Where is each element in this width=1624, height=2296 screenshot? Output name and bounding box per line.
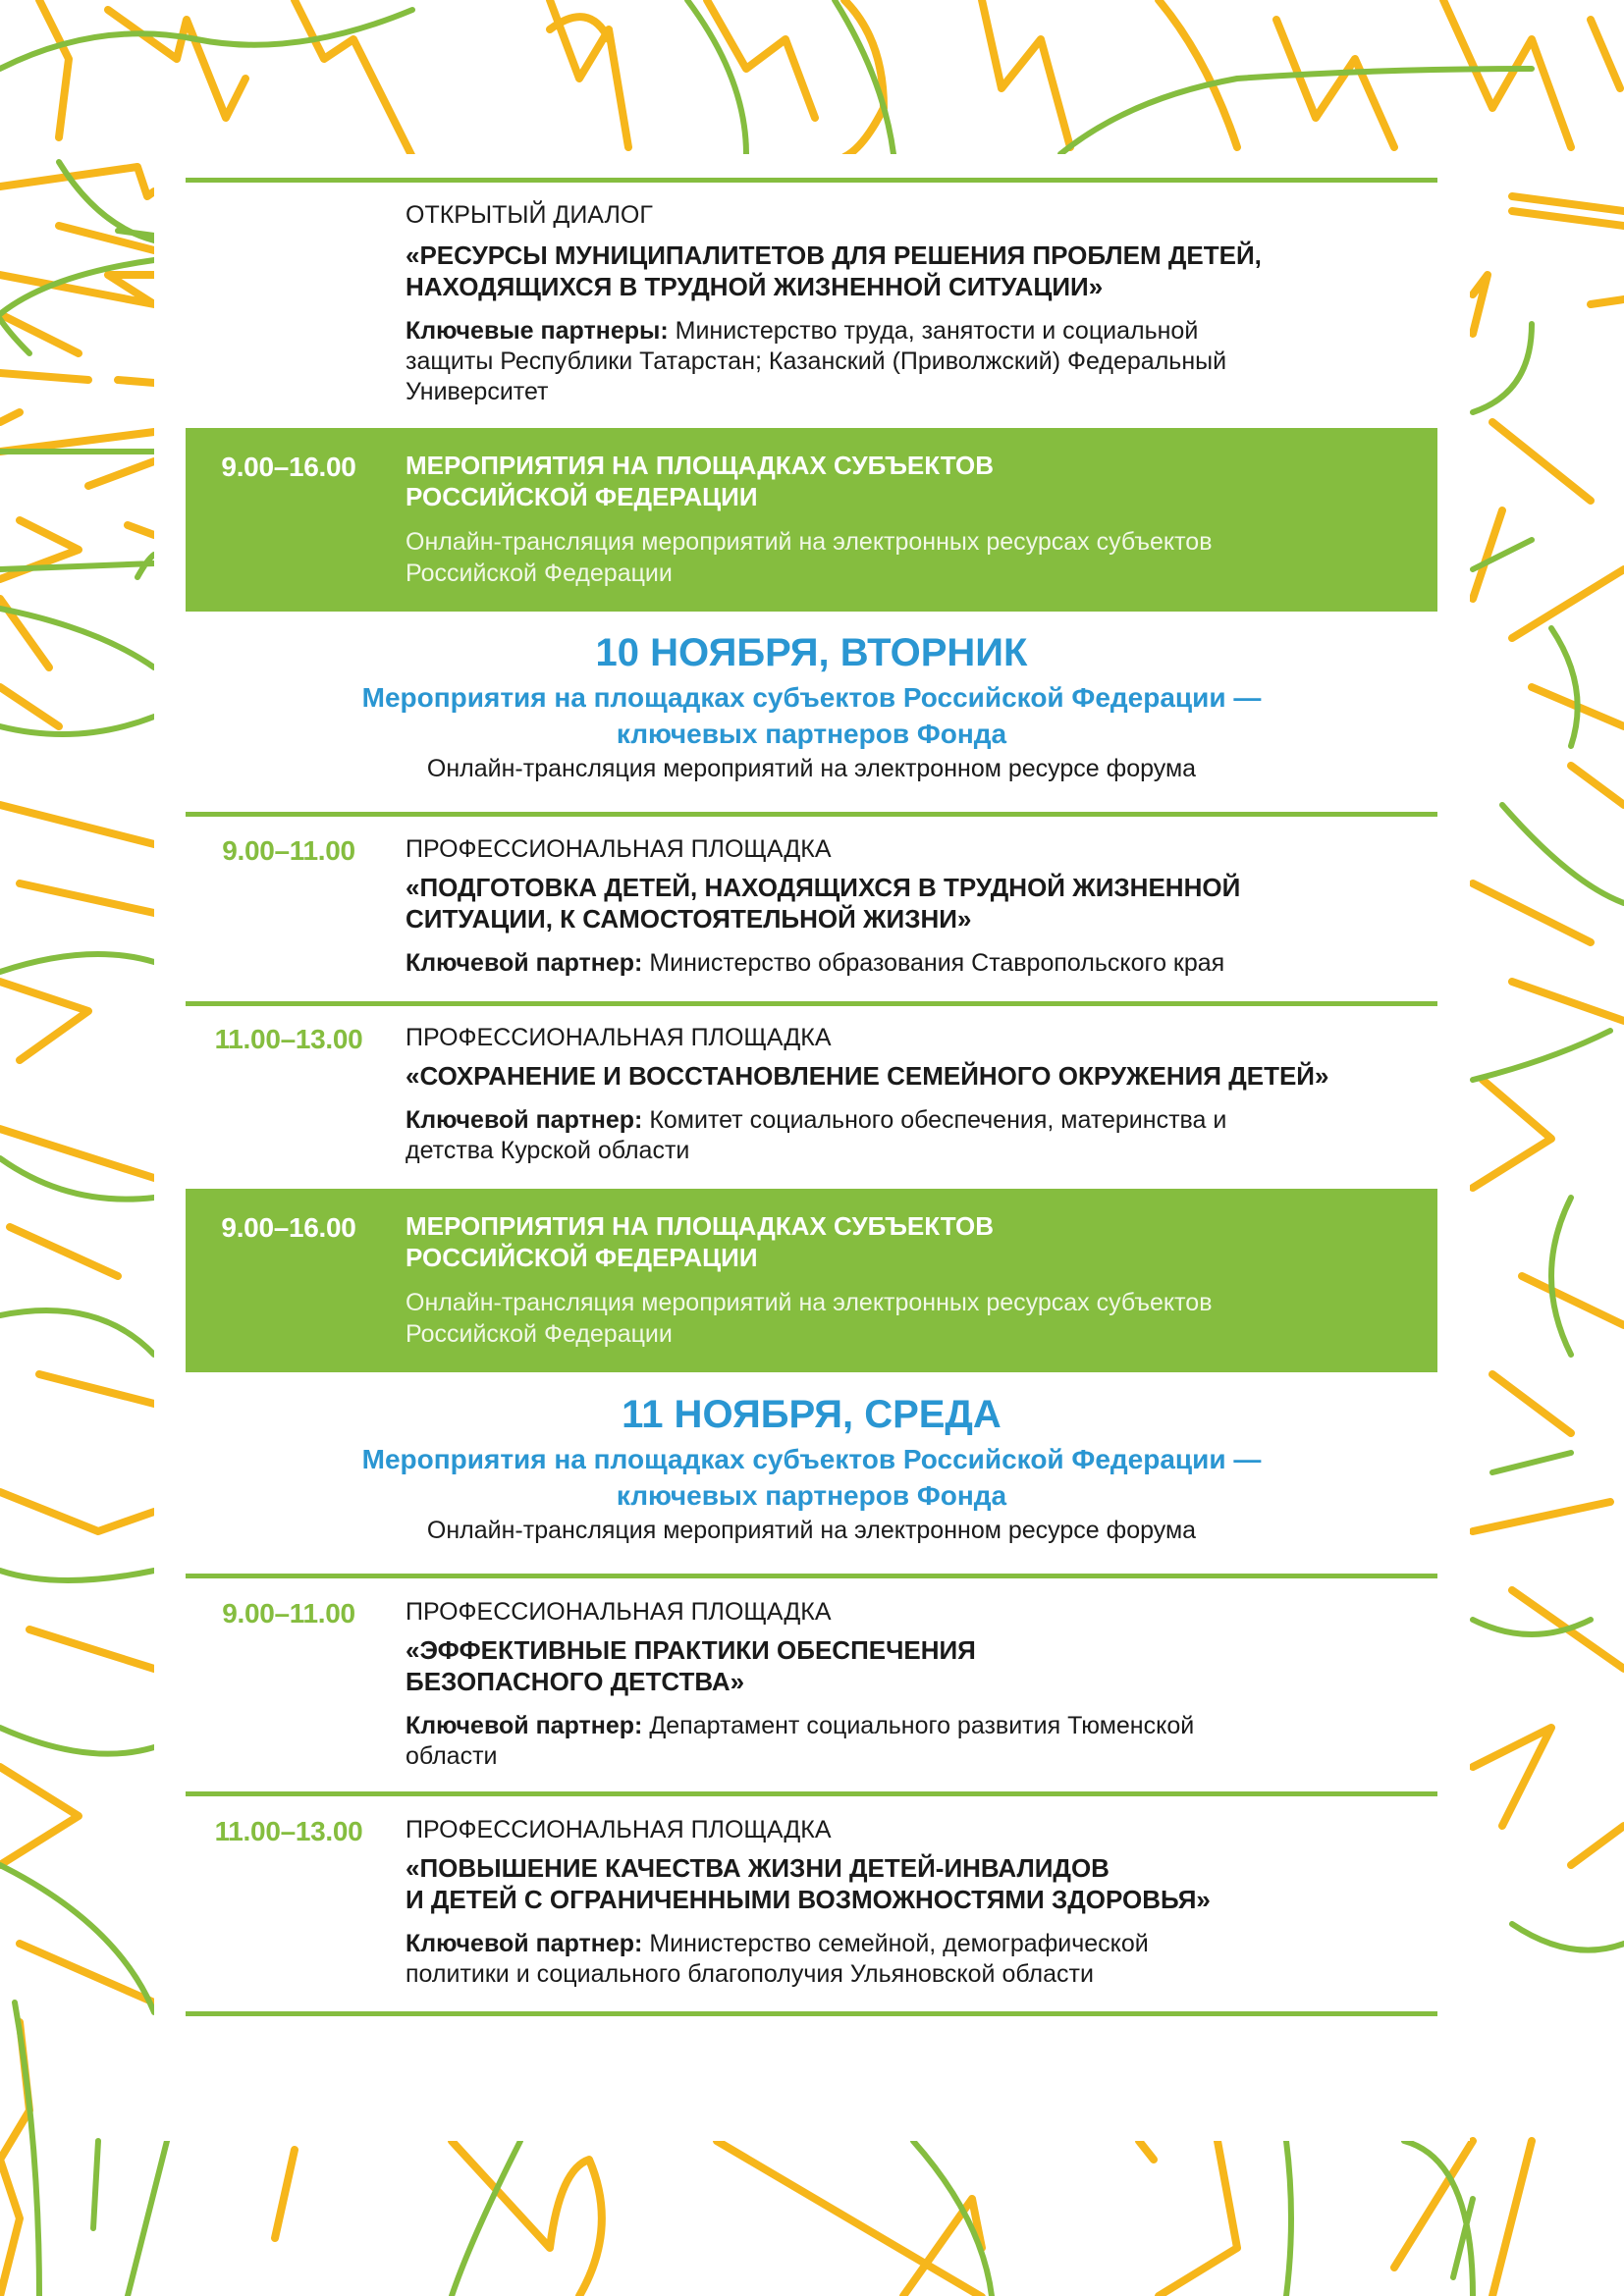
- partner-text: Департамент социального развития Тюменской: [642, 1712, 1195, 1739]
- day-subtitle-line: Мероприятия на площадках субъектов Российской Федерации —: [361, 682, 1262, 713]
- session-title-line: СИТУАЦИИ, К САМОСТОЯТЕЛЬНОЙ ЖИЗНИ»: [406, 904, 972, 934]
- session-title: [406, 240, 1427, 302]
- partner-label: Ключевой партнер:: [406, 949, 643, 977]
- session-title-line: РОССИЙСКОЙ ФЕДЕРАЦИИ: [406, 482, 758, 511]
- session-title-line: МЕРОПРИЯТИЯ НА ПЛОЩАДКАХ СУБЪЕКТОВ: [406, 1211, 995, 1241]
- partner-line: [406, 1105, 1427, 1136]
- session-partners: [406, 316, 1427, 407]
- day-header-11: [186, 1392, 1437, 1546]
- session-title: [406, 1634, 1427, 1697]
- partner-line: [406, 316, 1427, 347]
- divider: [186, 2011, 1437, 2016]
- session-time: 9.00–16.00: [221, 452, 356, 482]
- partner-line: области: [406, 1742, 498, 1770]
- session-title-line: «ПОВЫШЕНИЕ КАЧЕСТВА ЖИЗНИ ДЕТЕЙ-ИНВАЛИДОВ: [406, 1853, 1110, 1883]
- description-line: Онлайн-трансляция мероприятий на электронных ресурсах субъектов: [406, 528, 1213, 556]
- day-subtitle-line: ключевых партнеров Фонда: [616, 719, 1007, 749]
- session-description: [406, 526, 1427, 589]
- partner-line: защиты Республики Татарстан; Казанский (Приволжский) Федеральный: [406, 347, 1227, 375]
- session-kind: ПРОФЕССИОНАЛЬНАЯ ПЛОЩАДКА: [406, 835, 832, 863]
- description-line: Российской Федерации: [406, 1320, 673, 1348]
- day-title: 11 НОЯБРЯ, СРЕДА: [622, 1393, 1001, 1436]
- description-line: Онлайн-трансляция мероприятий на электронных ресурсах субъектов: [406, 1289, 1213, 1316]
- partner-line: [406, 1929, 1427, 1959]
- session-kind: ОТКРЫТЫЙ ДИАЛОГ: [406, 201, 653, 229]
- regional-events-block: [186, 1189, 1437, 1372]
- session-title-line: БЕЗОПАСНОГО ДЕТСТВА»: [406, 1667, 745, 1696]
- session-title-line: РОССИЙСКОЙ ФЕДЕРАЦИИ: [406, 1243, 758, 1272]
- day-header-10: [186, 630, 1437, 784]
- day-subtitle-line: Мероприятия на площадках субъектов Российской Федерации —: [361, 1444, 1262, 1474]
- session: [406, 834, 1427, 979]
- description-line: Российской Федерации: [406, 560, 673, 587]
- day-subtitle: [186, 1441, 1437, 1514]
- partner-text: Министерство образования Ставропольского края: [642, 949, 1225, 977]
- intro-session: [406, 200, 1427, 407]
- divider: [186, 178, 1437, 183]
- divider: [186, 1574, 1437, 1578]
- session-time: 11.00–13.00: [214, 1024, 363, 1054]
- session-kind: ПРОФЕССИОНАЛЬНАЯ ПЛОЩАДКА: [406, 1024, 832, 1051]
- divider: [186, 1001, 1437, 1006]
- divider: [186, 812, 1437, 817]
- session: [406, 1815, 1427, 1990]
- session-partners: [406, 1929, 1427, 1990]
- session-title-line: «РЕСУРСЫ МУНИЦИПАЛИТЕТОВ ДЛЯ РЕШЕНИЯ ПРОБЛЕМ ДЕТЕЙ,: [406, 240, 1262, 270]
- partner-line: детства Курской области: [406, 1137, 690, 1164]
- partner-line: [406, 948, 1427, 979]
- partner-label: Ключевой партнер:: [406, 1106, 643, 1134]
- session-title: [406, 872, 1427, 934]
- day-online-note: Онлайн-трансляция мероприятий на электронном ресурсе форума: [426, 755, 1197, 782]
- session: [406, 1597, 1427, 1772]
- session-kind: ПРОФЕССИОНАЛЬНАЯ ПЛОЩАДКА: [406, 1598, 832, 1626]
- regional-events-text: [406, 1210, 1427, 1350]
- session-title: [406, 450, 1427, 512]
- session-time: 9.00–11.00: [222, 835, 355, 866]
- partner-label: Ключевые партнеры:: [406, 317, 669, 345]
- day-online-note: Онлайн-трансляция мероприятий на электронном ресурсе форума: [426, 1517, 1197, 1544]
- partner-text: Комитет социального обеспечения, материнства и: [642, 1106, 1227, 1134]
- session-kind: ПРОФЕССИОНАЛЬНАЯ ПЛОЩАДКА: [406, 1816, 832, 1843]
- session-partners: [406, 1105, 1427, 1166]
- partner-label: Ключевой партнер:: [406, 1712, 643, 1739]
- regional-events-text: [406, 450, 1427, 589]
- day-subtitle: [186, 679, 1437, 752]
- regional-events-block: [186, 428, 1437, 612]
- partner-line: [406, 1711, 1427, 1741]
- day-subtitle-line: ключевых партнеров Фонда: [616, 1480, 1007, 1511]
- session-time: 9.00–16.00: [221, 1212, 356, 1243]
- session-title: [406, 1210, 1427, 1273]
- session-time: 9.00–11.00: [222, 1598, 355, 1629]
- session-time: 11.00–13.00: [214, 1816, 363, 1846]
- session: [406, 1023, 1427, 1166]
- session-title: [406, 1060, 1427, 1092]
- partner-text: Министерство семейной, демографической: [642, 1930, 1149, 1957]
- partner-text: Министерство труда, занятости и социальной: [668, 317, 1199, 345]
- session-description: [406, 1287, 1427, 1350]
- session-title-line: НАХОДЯЩИХСЯ В ТРУДНОЙ ЖИЗНЕННОЙ СИТУАЦИИ»: [406, 272, 1104, 301]
- partner-label: Ключевой партнер:: [406, 1930, 643, 1957]
- session-title-line: «ПОДГОТОВКА ДЕТЕЙ, НАХОДЯЩИХСЯ В ТРУДНОЙ ЖИЗНЕННОЙ: [406, 873, 1241, 902]
- session-partners: [406, 1711, 1427, 1772]
- session-title-line: И ДЕТЕЙ С ОГРАНИЧЕННЫМИ ВОЗМОЖНОСТЯМИ ЗДОРОВЬЯ»: [406, 1885, 1211, 1914]
- session-partners: [406, 948, 1427, 979]
- partner-line: политики и социального благополучия Ульяновской области: [406, 1960, 1094, 1988]
- divider: [186, 1791, 1437, 1796]
- session-title: [406, 1852, 1427, 1915]
- day-title: 10 НОЯБРЯ, ВТОРНИК: [595, 631, 1028, 674]
- partner-line: Университет: [406, 378, 549, 405]
- session-title-line: «ЭФФЕКТИВНЫЕ ПРАКТИКИ ОБЕСПЕЧЕНИЯ: [406, 1635, 976, 1665]
- session-title-line: «СОХРАНЕНИЕ И ВОССТАНОВЛЕНИЕ СЕМЕЙНОГО ОКРУЖЕНИЯ ДЕТЕЙ»: [406, 1061, 1329, 1091]
- session-title-line: МЕРОПРИЯТИЯ НА ПЛОЩАДКАХ СУБЪЕКТОВ: [406, 451, 995, 480]
